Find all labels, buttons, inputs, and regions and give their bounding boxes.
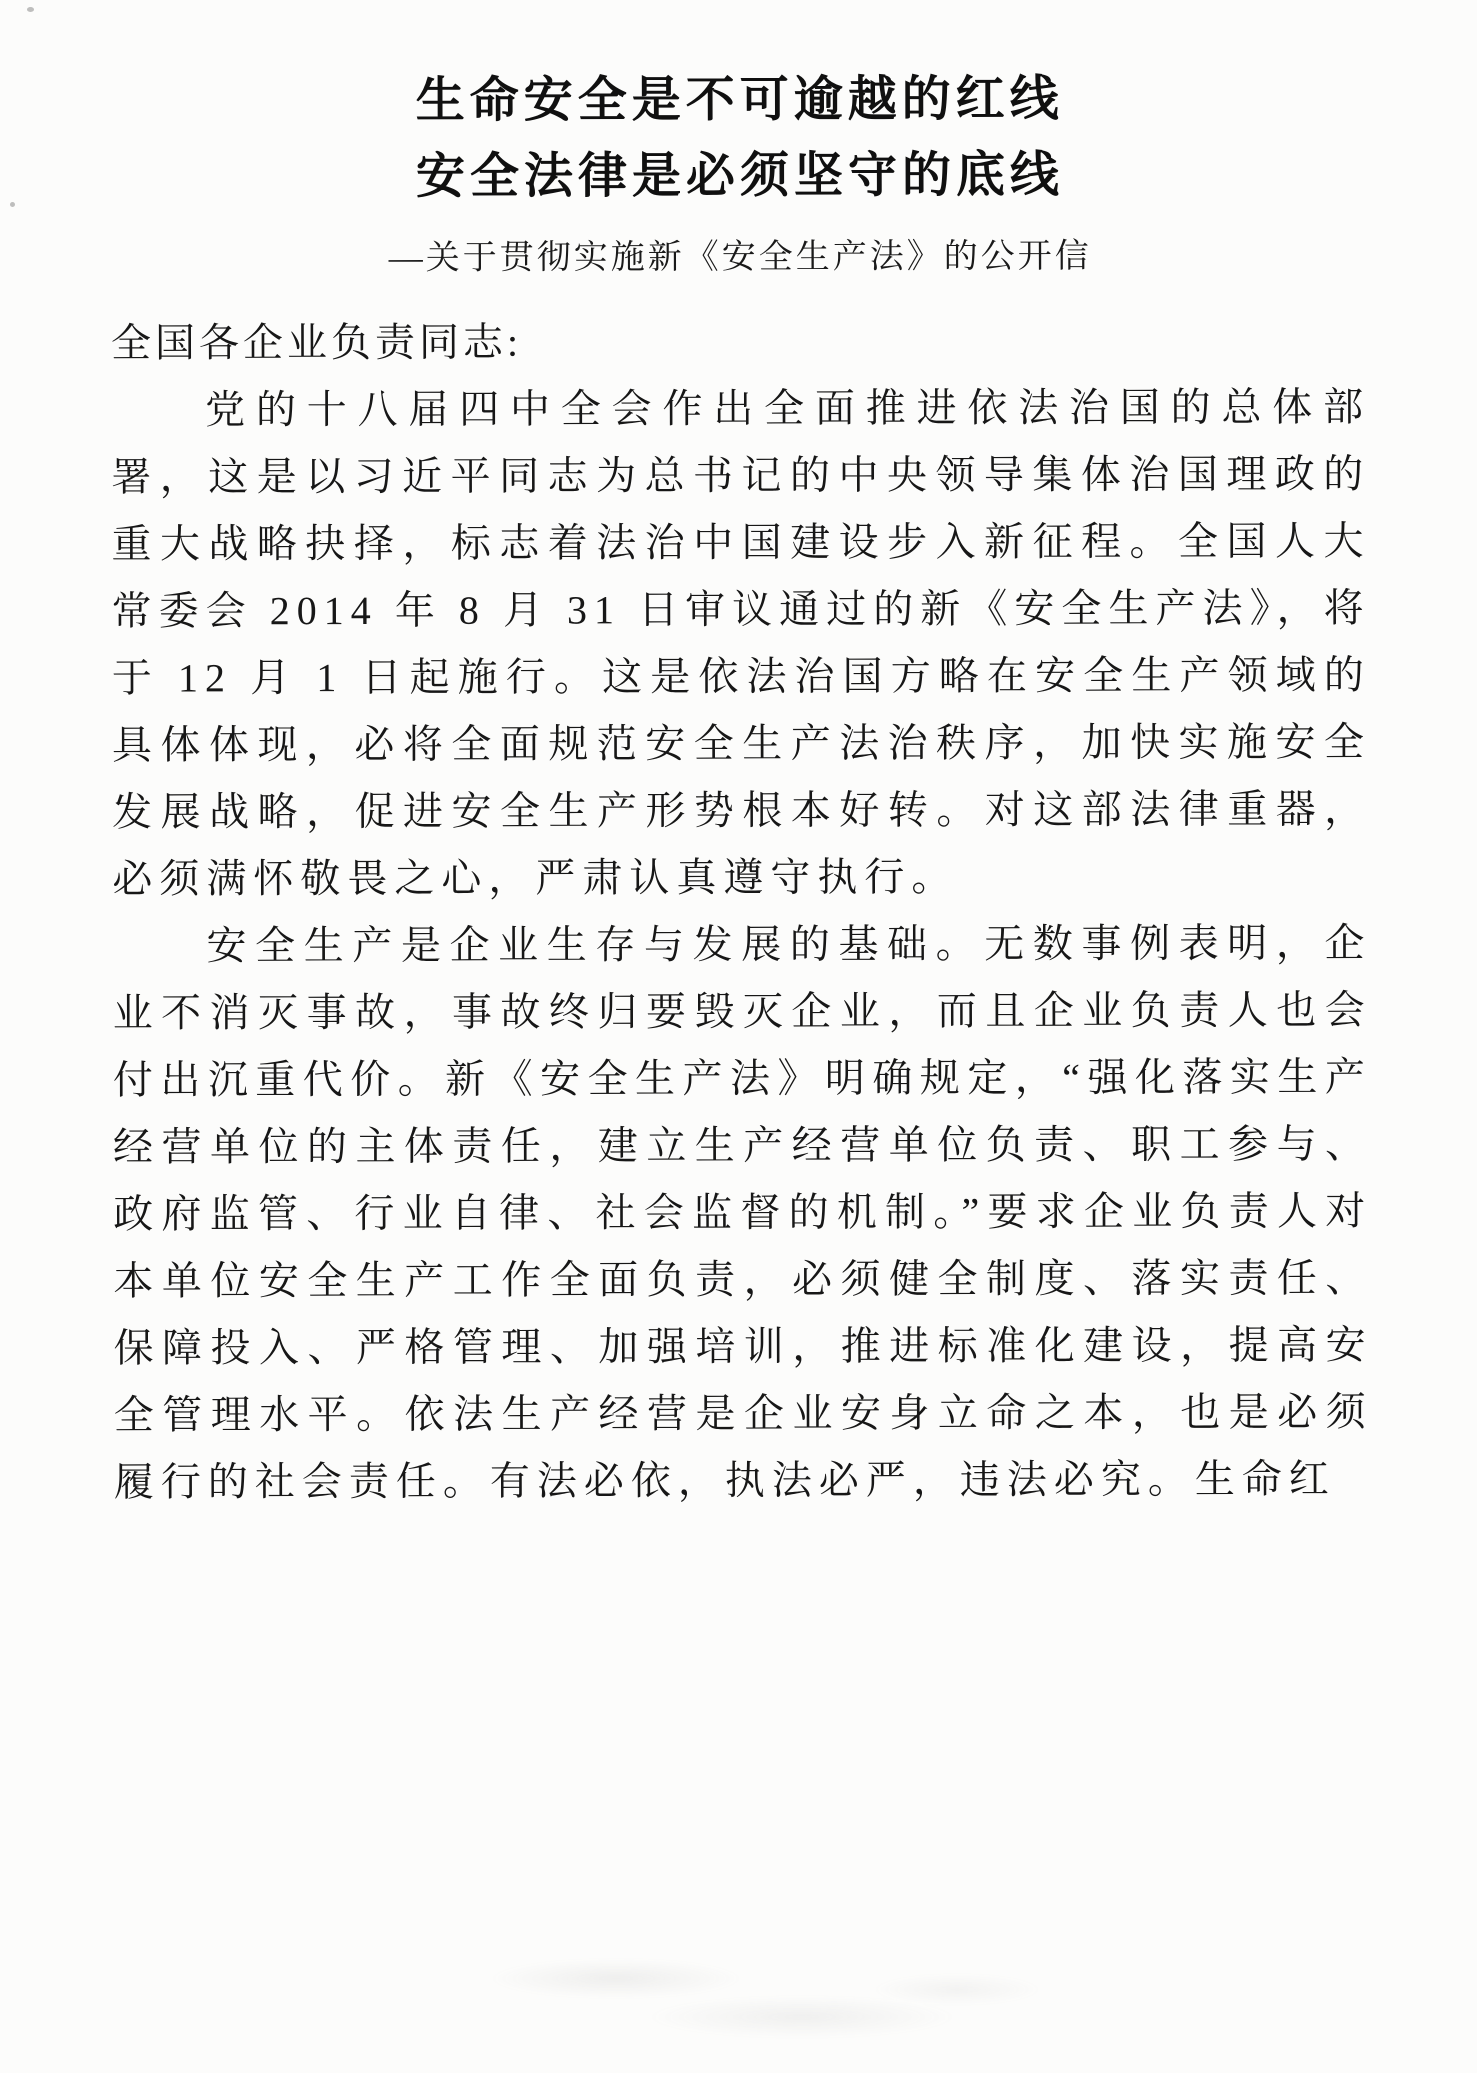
paragraph-2: 安全生产是企业生存与发展的基础。无数事例表明，企业不消灭事故，事故终归要毁灭企业，而且企业负责人也会付出沉重代价。新《安全生产法》明确规定，“强化落实生产经营单位的主体责任，建立生产经营单位负责、职工参与、政府监管、行业自律、社会监督的机制。”要求企业负责人对本单位安全生产工作全面负责，必须健全制度、落实责任、保障投入、严格管理、加强培训，推进标准化建设，提高安全管理水平。依法生产经营是企业安身立命之本，也是必须履行的社会责任。有法必依，执法必严，违法必究。生命红 bbox=[112, 920, 1373, 1505]
letter-header bbox=[110, 60, 1370, 281]
document-title-line-1: 生命安全是不可逾越的红线 bbox=[415, 72, 1064, 128]
salutation: 全国各企业负责同志: bbox=[110, 319, 523, 366]
bleed-through-smudge bbox=[430, 1940, 1050, 2050]
document-subtitle: —关于贯彻实施新《安全生产法》的公开信 bbox=[388, 238, 1092, 277]
letter-body bbox=[111, 306, 1373, 1515]
document-title-line-2: 安全法律是必须坚守的底线 bbox=[415, 148, 1065, 204]
paragraph-1: 党的十八届四中全会作出全面推进依法治国的总体部署，这是以习近平同志为总书记的中央领导集体治国理政的重大战略抉择，标志着法治中国建设步入新征程。全国人大常委会 2014 年 8 月 31 日审议通过的新《安全生产法》，将于 12 月 1 日起施行。这是依法治国方略在安全生产领域的具体体现，必将全面规范安全生产法治秩序，加快实施安全发展战略，促进安全生产形势根本好转。对这部法律重器，必须满怀敬畏之心，严肃认真遵守执行。 bbox=[111, 384, 1372, 902]
